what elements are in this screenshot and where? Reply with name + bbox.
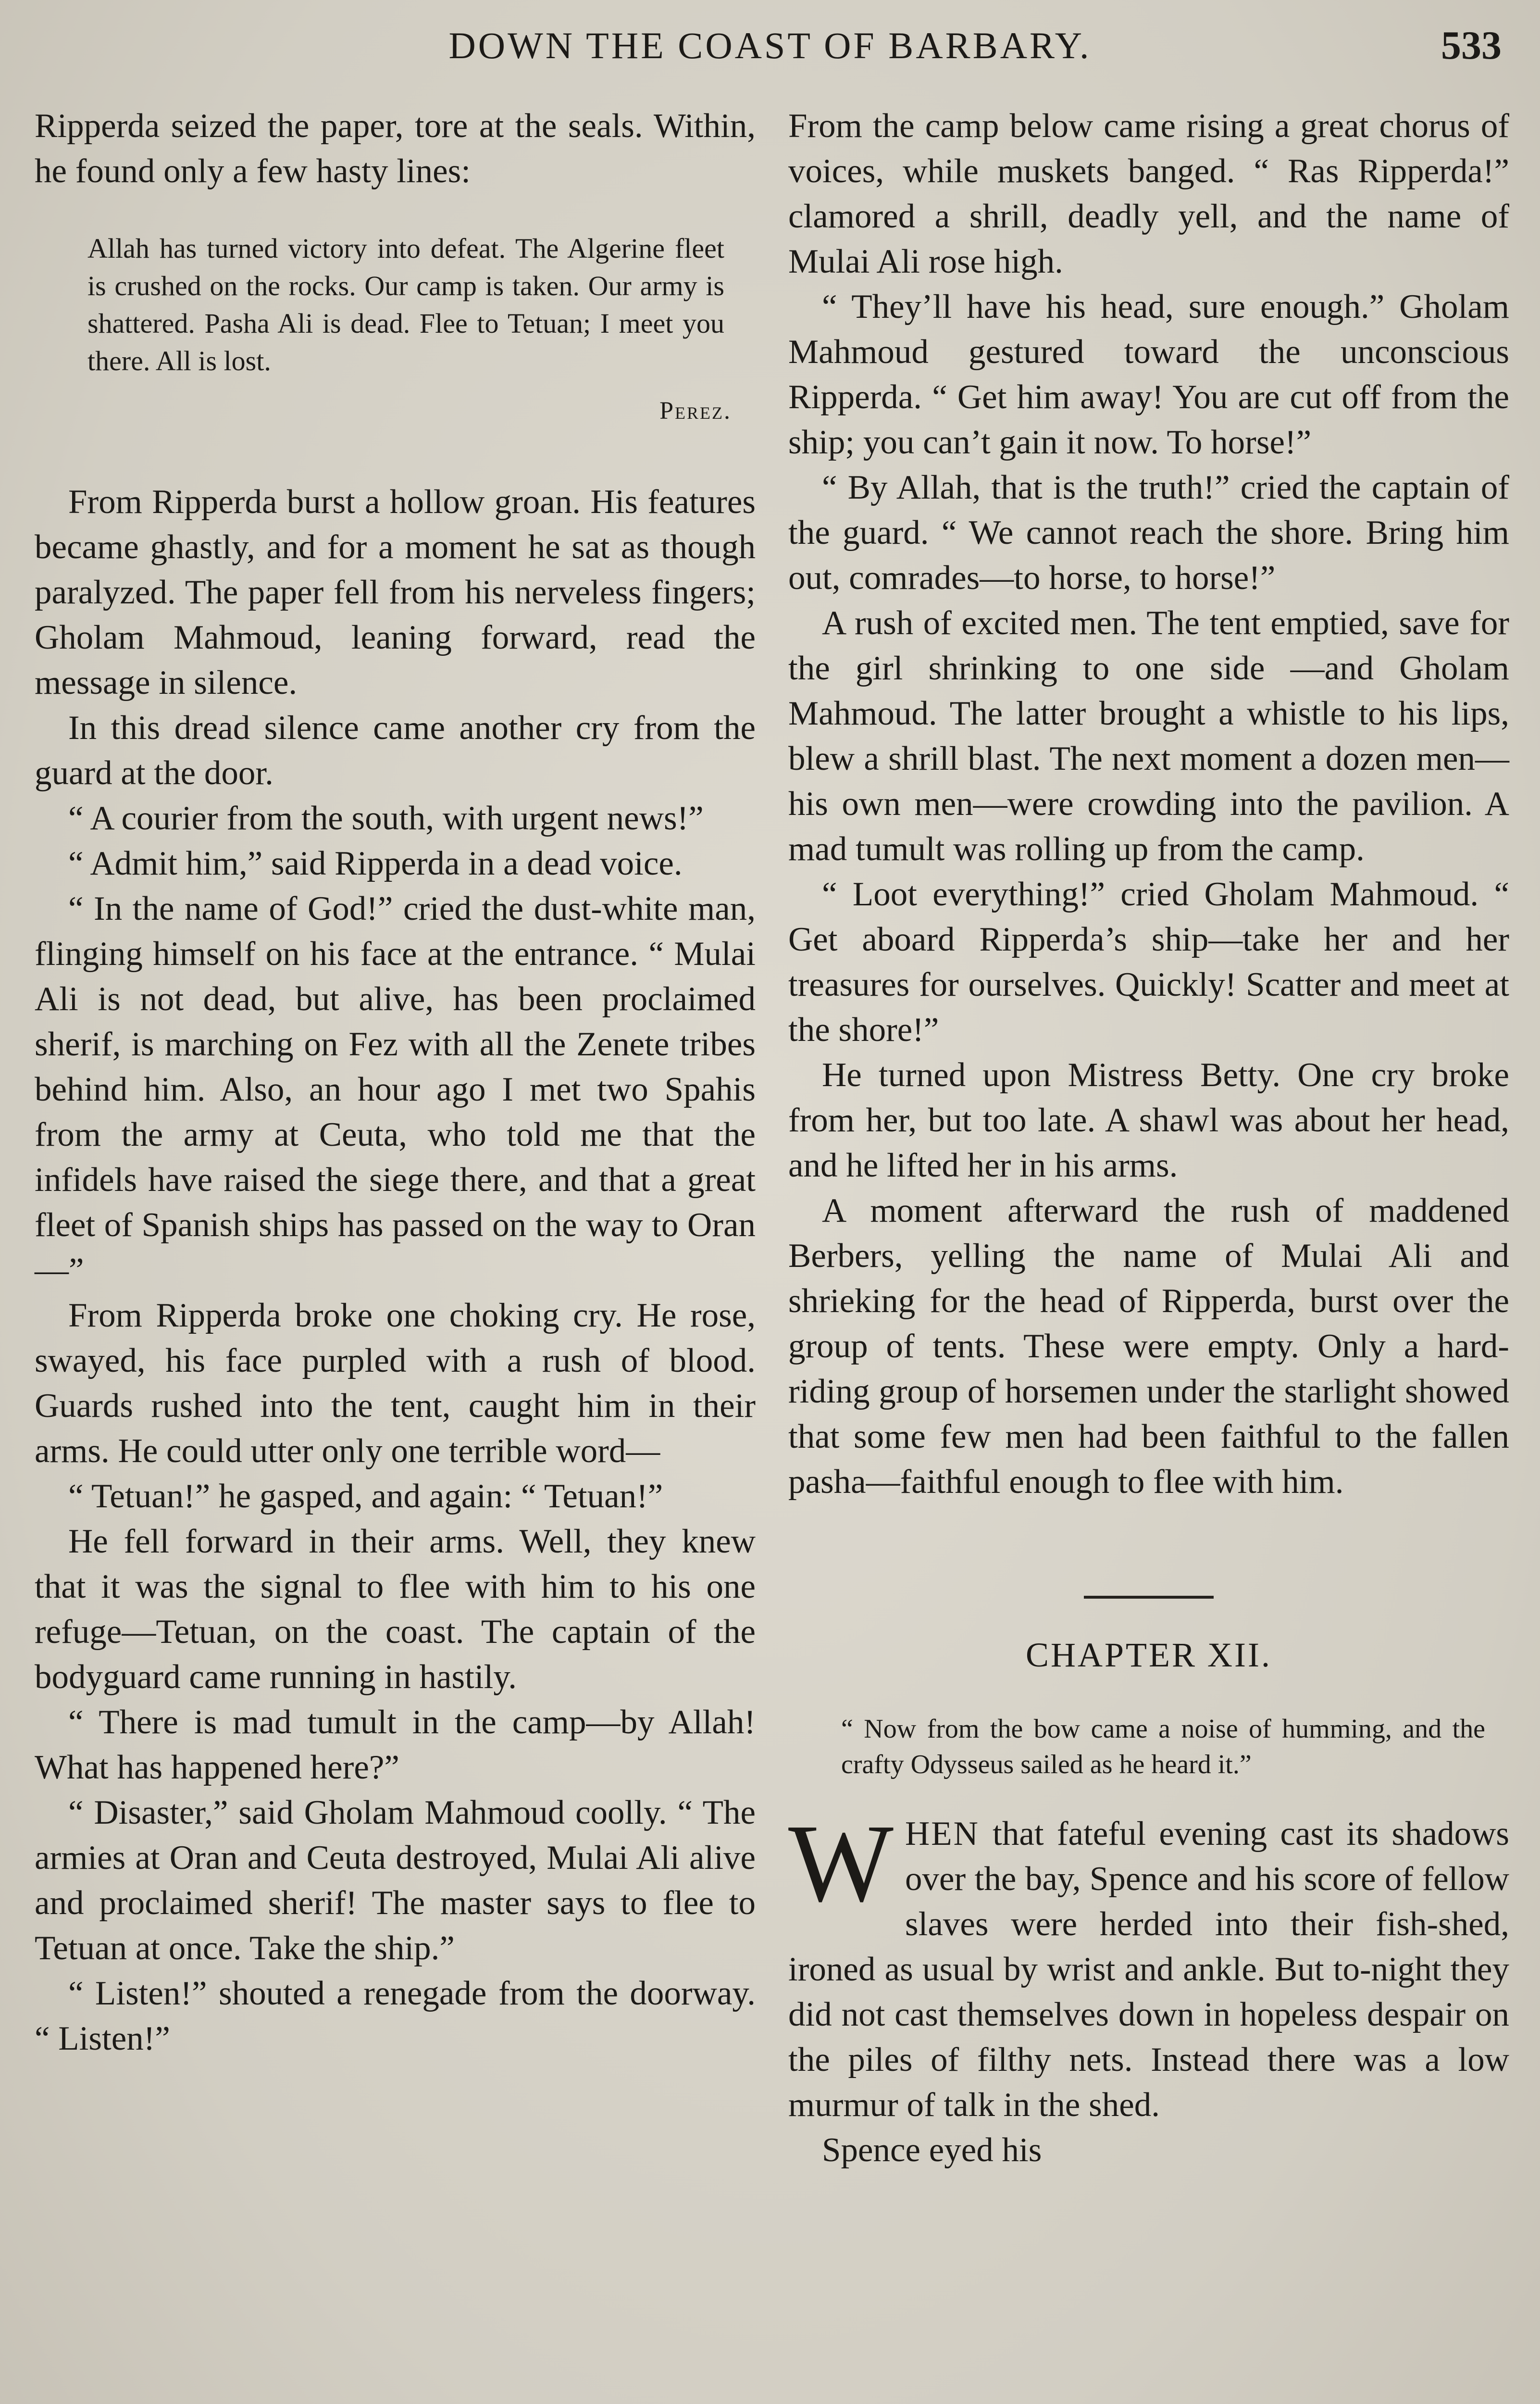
- paragraph: “ They’ll have his head, sure enough.” Gholam Mahmoud gestured toward the unconscious Ripperda. “ Get him away! You are cut off from the ship; you can’t gain it now. To horse!”: [788, 288, 1509, 461]
- chapter-opening-text: that fateful evening cast its shadows over the bay, Spence and his score of fellow slaves were herded into their fish-shed, ironed as usual by wrist and ankle. But to-night they did not cast themselves down in hopeless despair on the piles of filthy nets. Instead there was a low murmur of talk in the shed.: [788, 1815, 1509, 2124]
- chapter-lead-word: HEN: [905, 1815, 980, 1853]
- paragraph: “ By Allah, that is the truth!” cried the captain of the guard. “ We cannot reach the shore. Bring him out, comrades—to horse, to horse!”: [788, 469, 1509, 597]
- running-head: DOWN THE COAST OF BARBARY.: [448, 25, 1092, 66]
- paragraph: “ Disaster,” said Gholam Mahmoud coolly. “ The armies at Oran and Ceuta destroyed, Mulai Ali alive and proclaimed sherif! The master says to flee to Tetuan at once. Take the ship.”: [35, 1794, 756, 1967]
- drop-cap: W: [788, 1802, 894, 1925]
- paragraph: From Ripperda broke one choking cry. He rose, swayed, his face purpled with a rush of blood. Guards rushed into the tent, caught him in their arms. He could utter only one terrible word—: [35, 1297, 756, 1470]
- paragraph: “ There is mad tumult in the camp—by Allah! What has happened here?”: [35, 1703, 756, 1786]
- paragraph: “ Admit him,” said Ripperda in a dead voice.: [68, 845, 683, 882]
- chapter-title: CHAPTER XII.: [1026, 1636, 1272, 1674]
- paragraph: He fell forward in their arms. Well, they knew that it was the signal to flee with him to his one refuge—Tetuan, on the coast. The captain of the bodyguard came running in hastily.: [35, 1523, 756, 1696]
- final-line: Spence eyed his: [822, 2131, 1042, 2169]
- right-column: [788, 103, 1509, 2173]
- paragraph: From Ripperda burst a hollow groan. His features became ghastly, and for a moment he sat as though paralyzed. The paper fell from his nerveless fingers; Gholam Mahmoud, leaning forward, read the message in silence.: [35, 483, 756, 701]
- paragraph: He turned upon Mistress Betty. One cry broke from her, but too late. A shawl was about her head, and he lifted her in his arms.: [788, 1056, 1509, 1184]
- letter-signature: Perez.: [659, 397, 732, 425]
- section-divider: [1084, 1596, 1214, 1599]
- chapter-epigraph: “ Now from the bow came a noise of humming, and the crafty Odysseus sailed as he heard it.”: [841, 1714, 1485, 1779]
- paragraph: “ A courier from the south, with urgent news!”: [68, 800, 704, 837]
- paragraph: A rush of excited men. The tent emptied, save for the girl shrinking to one side —and Gholam Mahmoud. The latter brought a whistle to his lips, blew a shrill blast. The next moment a dozen men—his own men—were crowding into the pavilion. A mad tumult was rolling up from the camp.: [788, 604, 1509, 868]
- letter-message: [87, 230, 724, 380]
- paragraph: From the camp below came rising a great chorus of voices, while muskets banged. “ Ras Ripperda!” clamored a shrill, deadly yell, and the name of Mulai Ali rose high.: [788, 107, 1509, 280]
- paragraph: In this dread silence came another cry from the guard at the door.: [35, 709, 756, 792]
- intro-paragraph: Ripperda seized the paper, tore at the seals. Within, he found only a few hasty lines:: [35, 107, 756, 190]
- left-column: [35, 103, 756, 2061]
- chapter-opening-paragraph: [788, 1802, 1509, 2128]
- page-header: [38, 19, 1502, 72]
- paragraph: “ Tetuan!” he gasped, and again: “ Tetuan!”: [68, 1477, 663, 1515]
- paragraph: “ In the name of God!” cried the dust-white man, flinging himself on his face at the entrance. “ Mulai Ali is not dead, but alive, has been proclaimed sherif, is marching on Fez with all the Zenete tribes behind him. Also, an hour ago I met two Spahis from the army at Ceuta, who told me that the infidels have raised the siege there, and that a great fleet of Spanish ships has passed on the way to Oran—”: [35, 890, 756, 1289]
- paragraph: “ Loot everything!” cried Gholam Mahmoud. “ Get aboard Ripperda’s ship—take her and her treasures for ourselves. Quickly! Scatter and meet at the shore!”: [788, 876, 1509, 1049]
- letter-text: Allah has turned victory into defeat. The Algerine fleet is crushed on the rocks. Our camp is taken. Our army is shattered. Pasha Ali is dead. Flee to Tetuan; I meet you there. All is lost.: [87, 233, 724, 376]
- page-number: 533: [1441, 23, 1502, 68]
- paragraph: A moment afterward the rush of maddened Berbers, yelling the name of Mulai Ali and shrieking for the head of Ripperda, burst over the group of tents. These were empty. Only a hard-riding group of horsemen under the starlight showed that some few men had been faithful to the fallen pasha—faithful enough to flee with him.: [788, 1192, 1509, 1501]
- paragraph: “ Listen!” shouted a renegade from the doorway. “ Listen!”: [35, 1975, 756, 2057]
